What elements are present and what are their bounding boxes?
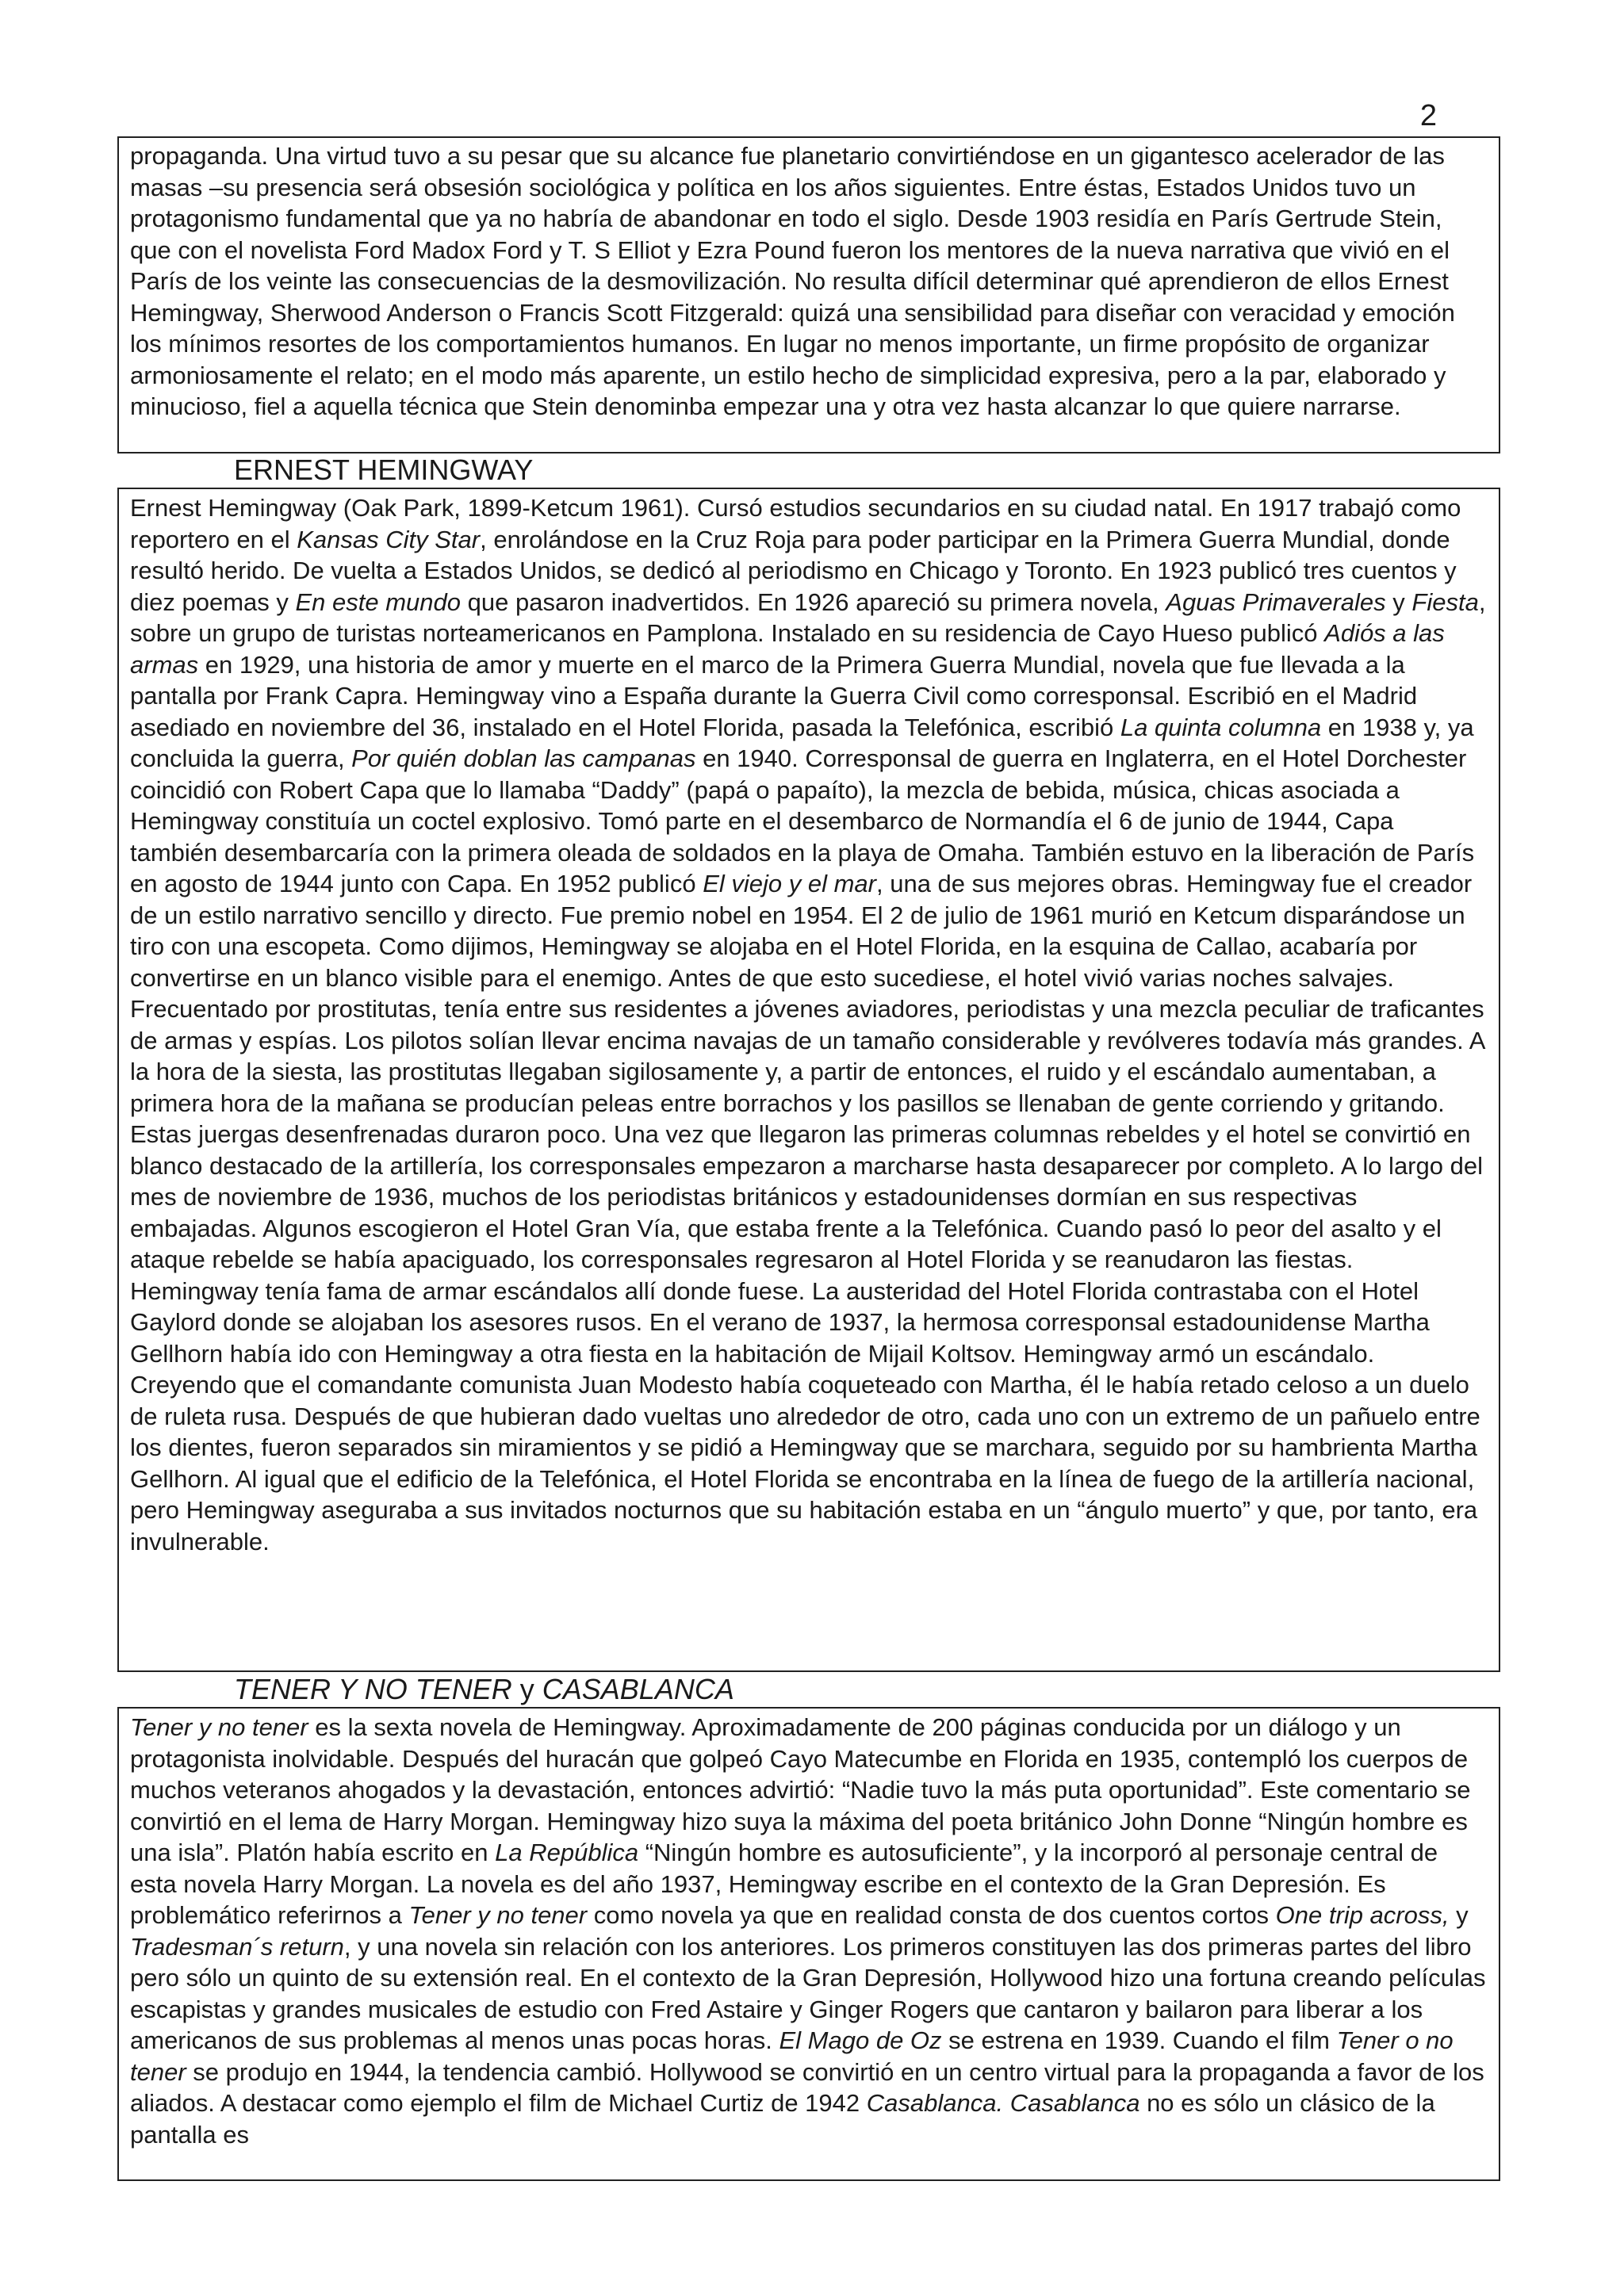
novel-paragraph: Tener y no tener es la sexta novela de Hemingway. Aproximadamente de 200 páginas conducida por un diálogo y un protagonista inolvidable. Después del huracán que golpeó Cayo Matecumbe en Florida en 1935, contempló los cuerpos de muchos veteranos ahogados y la devastación, entonces advirtió: “Nadie tuvo la más puta oportunidad”. Este comentario se convirtió en el lema de Harry Morgan. Hemingway hizo suya la máxima del poeta británico John Donne “Ningún hombre es una isla”. Platón había escrito en La República “Ningún hombre es autosuficiente”, y la incorporó al personaje central de esta novela Harry Morgan. La novela es del año 1937, Hemingway escribe en el contexto de la Gran Depresión. Es problemático referirnos a Tener y no tener como novela ya que en realidad consta de dos cuentos cortos One trip across, y Tradesman´s return, y una novela sin relación con los anteriores. Los primeros constituyen las dos primeras partes del libro pero sólo un quinto de su extensión real. En el contexto de la Gran Depresión, Hollywood hizo una fortuna creando películas escapistas y grandes musicales de estudio con Fred Astaire y Ginger Rogers que cantaron y bailaron para liberar a los americanos de sus problemas al menos unas pocas horas. El Mago de Oz se estrena en 1939. Cuando el film Tener o no tener se produjo en 1944, la tendencia cambió. Hollywood se convirtió en un centro virtual para la propaganda a favor de los aliados. A destacar como ejemplo el film de Michael Curtiz de 1942 Casablanca. Casablanca no es sólo un clásico de la pantalla es [130,1713,1486,2149]
section-heading-tener-y-no-tener: TENER Y NO TENER y CASABLANCA [234,1673,734,1705]
intro-text-box [117,136,1500,453]
biography-paragraph: Ernest Hemingway (Oak Park, 1899-Ketcum 1961). Cursó estudios secundarios en su ciudad natal. En 1917 trabajó como reportero en el Kansas City Star, enrolándose en la Cruz Roja para poder participar en la Primera Guerra Mundial, donde resultó herido. De vuelta a Estados Unidos, se dedicó al periodismo en Chicago y Toronto. En 1923 publicó tres cuentos y diez poemas y En este mundo que pasaron inadvertidos. En 1926 apareció su primera novela, Aguas Primaverales y Fiesta, sobre un grupo de turistas norteamericanos en Pamplona. Instalado en su residencia de Cayo Hueso publicó Adiós a las armas en 1929, una historia de amor y muerte en el marco de la Primera Guerra Mundial, novela que fue llevada a la pantalla por Frank Capra. Hemingway vino a España durante la Guerra Civil como corresponsal. Escribió en el Madrid asediado en noviembre del 36, instalado en el Hotel Florida, pasada la Telefónica, escribió La quinta columna en 1938 y, ya concluida la guerra, Por quién doblan las campanas en 1940. Corresponsal de guerra en Inglaterra, en el Hotel Dorchester coincidió con Robert Capa que lo llamaba “Daddy” (papá o papaíto), la mezcla de bebida, música, chicas asociada a Hemingway constituía un coctel explosivo. Tomó parte en el desembarco de Normandía el 6 de junio de 1944, Capa también desembarcaría con la primera oleada de soldados en la playa de Omaha. También estuvo en la liberación de París en agosto de 1944 junto con Capa. En 1952 publicó El viejo y el mar, una de sus mejores obras. Hemingway fue el creador de un estilo narrativo sencillo y directo. Fue premio nobel en 1954. El 2 de julio de 1961 murió en Ketcum disparándose un tiro con una escopeta. Como dijimos, Hemingway se alojaba en el Hotel Florida, en la esquina de Callao, acabaría por convertirse en un blanco visible para el enemigo. Antes de que esto sucediese, el hotel vivió varias noches salvajes. Frecuentado por prostitutas, tenía entre sus residentes a jóvenes aviadores, periodistas y una mezcla peculiar de traficantes de armas y espías. Los pilotos solían llevar encima navajas de un tamaño considerable y revólveres todavía más grandes. A la hora de la siesta, las prostitutas llegaban sigilosamente y, a partir de entonces, el ruido y el escándalo aumentaban, a primera hora de la mañana se producían peleas entre borrachos y los pasillos se llenaban de gente corriendo y gritando. Estas juergas desenfrenadas duraron poco. Una vez que llegaron las primeras columnas rebeldes y el hotel se convirtió en blanco destacado de la artillería, los corresponsales empezaron a marcharse hasta desaparecer por completo. A lo largo del mes de noviembre de 1936, muchos de los periodistas británicos y estadounidenses dormían en sus respectivas embajadas. Algunos escogieron el Hotel Gran Vía, que estaba frente a la Telefónica. Cuando pasó lo peor del asalto y el ataque rebelde se había apaciguado, los corresponsales regresaron al Hotel Florida y se reanudaron las fiestas. Hemingway tenía fama de armar escándalos allí donde fuese. La austeridad del Hotel Florida contrastaba con el Hotel Gaylord donde se alojaban los asesores rusos. En el verano de 1937, la hermosa corresponsal estadounidense Martha Gellhorn había ido con Hemingway a otra fiesta en la habitación de Mijail Koltsov. Hemingway armó un escándalo. Creyendo que el comandante comunista Juan Modesto había coqueteado con Martha, él le había retado celoso a un duelo de ruleta rusa. Después de que hubieran dado vueltas uno alrededor de otro, cada uno con un extremo de un pañuelo entre los dientes, fueron separados sin miramientos y se pidió a Hemingway que se marchara, seguido por su hambrienta Martha Gellhorn. Al igual que el edificio de la Telefónica, el Hotel Florida se encontraba en la línea de fuego de la artillería nacional, pero Hemingway aseguraba a sus invitados nocturnos que su habitación estaba en un “ángulo muerto” y que, por tanto, era invulnerable. [130,494,1486,1556]
section-heading-ernest-hemingway: ERNEST HEMINGWAY [234,453,534,486]
biography-text-box [117,488,1500,1672]
intro-paragraph: propaganda. Una virtud tuvo a su pesar que su alcance fue planetario convirtiéndose en un gigantesco acelerador de las masas –su presencia será obsesión sociológica y política en los años siguientes. Entre éstas, Estados Unidos tuvo un protagonismo fundamental que ya no habría de abandonar en todo el siglo. Desde 1903 residía en París Gertrude Stein, que con el novelista Ford Madox Ford y T. S Elliot y Ezra Pound fueron los mentores de la nueva narrativa que vivió en el París de los veinte las consecuencias de la desmovilización. No resulta difícil determinar qué aprendieron de ellos Ernest Hemingway, Sherwood Anderson o Francis Scott Fitzgerald: quizá una sensibilidad para diseñar con veracidad y emoción los mínimos resortes de los comportamientos humanos. En lugar no menos importante, un firme propósito de organizar armoniosamente el relato; en el modo más aparente, un estilo hecho de simplicidad expresiva, pero a la par, elaborado y minucioso, fiel a aquella técnica que Stein denominba empezar una y otra vez hasta alcanzar lo que quiere narrarse. [130,142,1455,420]
novel-text-box [117,1707,1500,2181]
page-number: 2 [1419,99,1437,132]
